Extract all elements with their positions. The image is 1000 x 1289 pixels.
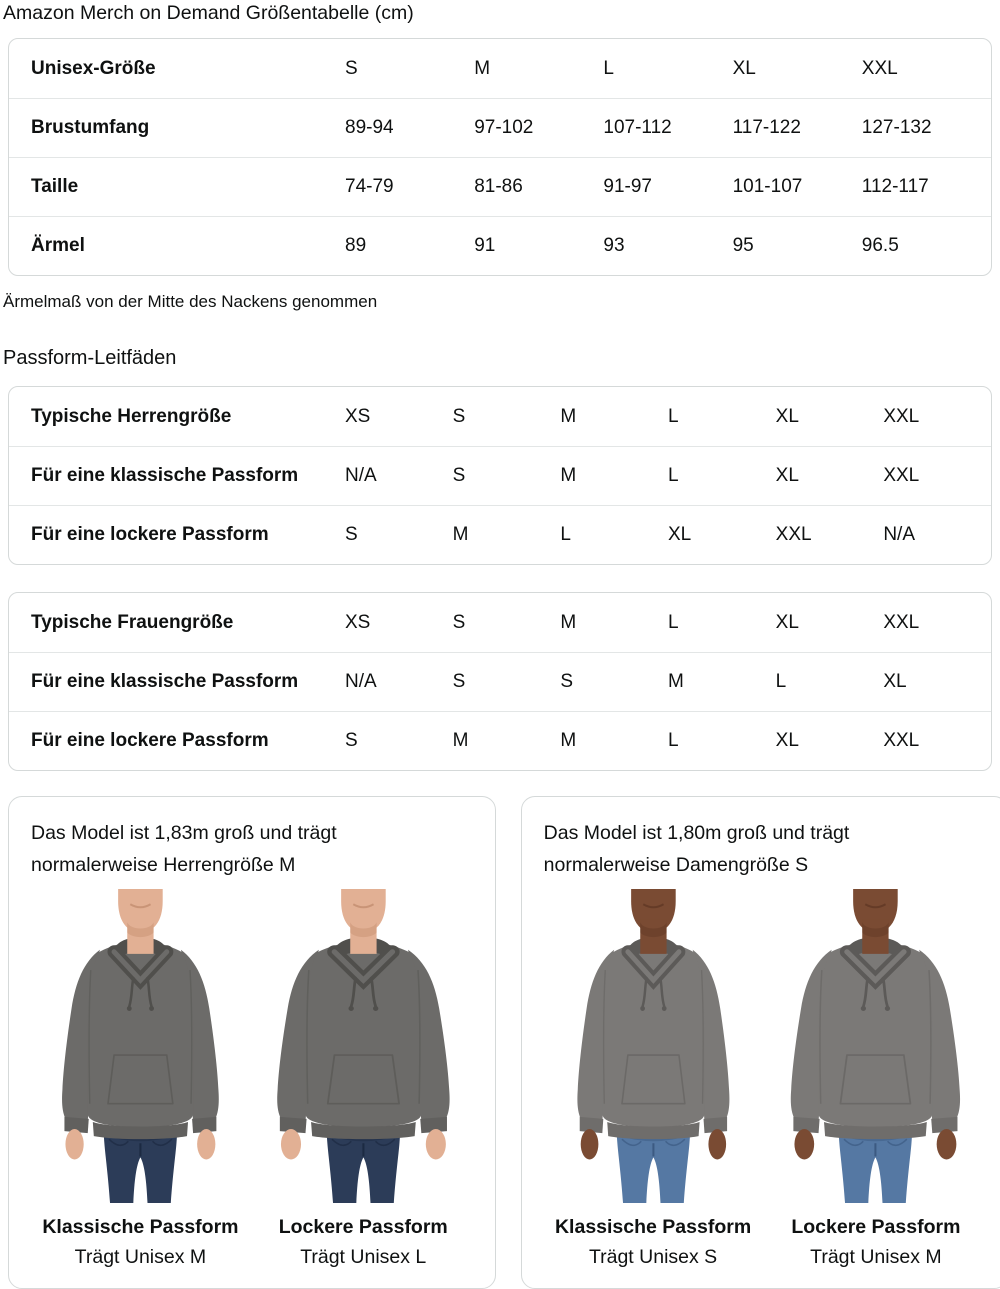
table-cell: 89 [345, 235, 367, 256]
table-row [9, 157, 991, 216]
table-cell: XXL [883, 611, 920, 633]
row-label: Typische Frauengröße [31, 611, 234, 633]
row-label: Ärmel [31, 235, 85, 256]
table-cell: 101-107 [732, 176, 803, 197]
table-row [9, 216, 991, 275]
table-cell: XL [775, 465, 799, 486]
table-cell: L [560, 524, 571, 545]
row-label: Für eine lockere Passform [31, 524, 269, 545]
fit-caption-size: Trägt Unisex M [74, 1246, 207, 1268]
model-figure-block [764, 889, 987, 1269]
size-column-header: S [345, 57, 358, 79]
table-cell: XXL [883, 730, 920, 751]
table-row [9, 652, 991, 711]
table-row [9, 711, 991, 770]
size-column-header: L [603, 57, 614, 79]
table-cell: 117-122 [732, 117, 801, 138]
table-row [9, 505, 991, 564]
table-cell: L [667, 465, 679, 486]
table-cell: M [560, 611, 577, 633]
row-label: Für eine lockere Passform [31, 730, 269, 751]
table-cell: 107-112 [603, 117, 672, 138]
table-cell: M [560, 465, 577, 486]
table-cell: S [452, 611, 466, 633]
table-cell: 95 [732, 235, 754, 256]
table-cell: XL [667, 524, 692, 545]
row-label: Brustumfang [31, 117, 150, 138]
table-cell: XL [883, 671, 907, 692]
model-figure-block [542, 889, 765, 1269]
page-title: Amazon Merch on Demand Größentabelle (cm) [3, 2, 414, 24]
table-cell: L [667, 730, 679, 751]
table-cell: M [560, 730, 577, 751]
table-cell: S [345, 730, 358, 751]
unisex-size-table [8, 38, 992, 276]
table-cell: XS [345, 611, 371, 633]
model-cards-row [8, 796, 992, 1289]
table-cell: L [775, 671, 787, 692]
table-cell: XL [775, 611, 799, 633]
table-cell: S [560, 671, 574, 692]
fit-caption-title: Lockere Passform [791, 1216, 961, 1238]
model-intro-text: Das Model ist 1,83m groß und trägt normalerweise Herrengröße M [31, 822, 337, 876]
table-row [9, 446, 991, 505]
table-row [9, 39, 991, 98]
table-cell: 74-79 [345, 176, 394, 197]
table-header-label: Unisex-Größe [31, 57, 156, 79]
fit-caption-size: Trägt Unisex S [588, 1246, 718, 1268]
size-column-header: M [474, 57, 491, 79]
fit-caption-title: Klassische Passform [554, 1216, 752, 1238]
size-column-header: XL [732, 57, 756, 79]
fit-guides-heading: Passform-Leitfäden [3, 347, 177, 369]
table-cell: L [667, 611, 679, 633]
table-cell: 91-97 [603, 176, 652, 197]
table-cell: S [452, 465, 466, 486]
table-cell: XXL [775, 524, 812, 545]
table-cell: 91 [474, 235, 496, 256]
model-figure-block [252, 889, 475, 1269]
table-row [9, 387, 991, 446]
row-label: Taille [31, 176, 79, 197]
fit-caption-size: Trägt Unisex L [300, 1246, 427, 1268]
female-model-classic-fit-photo [542, 889, 765, 1203]
sleeve-measure-note: Ärmelmaß von der Mitte des Nackens genommen [3, 292, 378, 311]
table-cell: XXL [883, 465, 920, 486]
table-cell: N/A [345, 671, 377, 692]
row-label: Typische Herrengröße [31, 405, 232, 427]
table-cell: S [452, 405, 466, 427]
mens-fit-table [8, 386, 992, 565]
table-cell: 127-132 [861, 117, 932, 138]
table-cell: 97-102 [474, 117, 534, 138]
table-cell: XL [775, 730, 799, 751]
table-cell: 81-86 [474, 176, 523, 197]
table-cell: N/A [883, 524, 916, 545]
mens-model-card [8, 796, 496, 1289]
row-label: Für eine klassische Passform [31, 671, 299, 692]
table-cell: XL [775, 405, 799, 427]
fit-caption-title: Klassische Passform [42, 1216, 239, 1238]
male-model-loose-fit-photo [252, 889, 475, 1203]
table-cell: N/A [345, 465, 377, 486]
fit-caption-title: Lockere Passform [278, 1216, 448, 1238]
male-model-classic-fit-photo [29, 889, 252, 1203]
fit-caption-size: Trägt Unisex M [810, 1246, 942, 1268]
table-cell: XXL [883, 405, 920, 427]
table-row [9, 593, 991, 652]
table-cell: 96.5 [861, 235, 899, 256]
table-cell: M [560, 405, 577, 427]
table-cell: M [452, 730, 469, 751]
table-cell: 89-94 [345, 117, 394, 138]
table-cell: M [667, 671, 684, 692]
table-cell: L [667, 405, 679, 427]
model-intro-text: Das Model ist 1,80m groß und trägt normalerweise Damengröße S [543, 822, 850, 876]
womens-fit-table [8, 592, 992, 771]
model-figure-block [29, 889, 252, 1269]
female-model-loose-fit-photo [764, 889, 987, 1203]
size-column-header: XXL [861, 57, 898, 79]
table-cell: S [345, 524, 358, 545]
size-chart-page [0, 2, 1000, 1289]
table-cell: M [452, 524, 469, 545]
row-label: Für eine klassische Passform [31, 465, 299, 486]
table-cell: S [452, 671, 466, 692]
table-row [9, 98, 991, 157]
womens-model-card [521, 796, 1000, 1289]
table-cell: XS [345, 405, 371, 427]
table-cell: 112-117 [861, 176, 929, 197]
table-cell: 93 [603, 235, 625, 256]
